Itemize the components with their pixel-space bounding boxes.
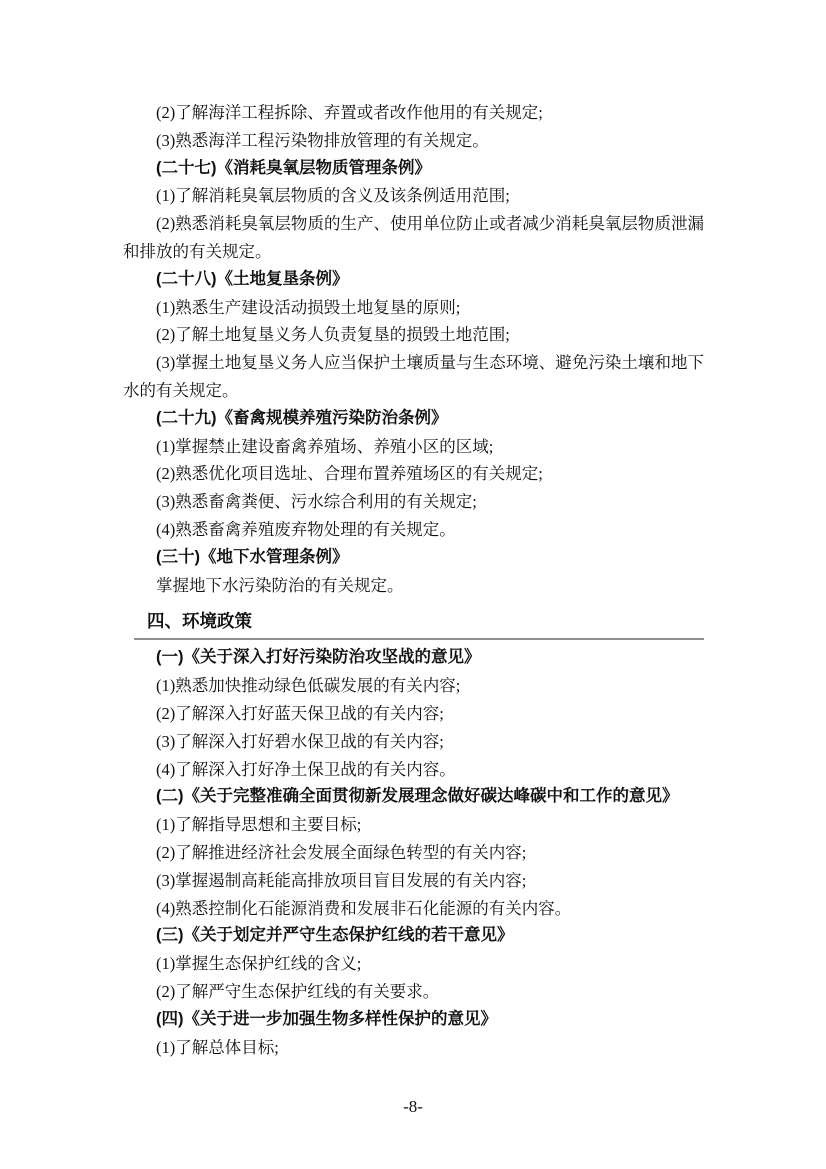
syllabus-item: (1)掌握生态保护红线的含义;: [156, 954, 362, 974]
subsection-title: (二十七)《消耗臭氧层物质管理条例》: [156, 158, 431, 177]
document-body: [123, 99, 704, 1061]
syllabus-item: (4)了解深入打好净土保卫战的有关内容。: [156, 759, 456, 779]
syllabus-item: (2)了解土地复垦义务人负责复垦的损毁土地范围;: [156, 325, 510, 345]
syllabus-item: 掌握地下水污染防治的有关规定。: [156, 575, 404, 595]
syllabus-item: (2)熟悉优化项目选址、合理布置养殖场区的有关规定;: [156, 464, 543, 484]
page-number: -8-: [403, 1097, 423, 1116]
syllabus-item: (2)了解海洋工程拆除、弃置或者改作他用的有关规定;: [156, 103, 543, 122]
syllabus-item: (2)熟悉消耗臭氧层物质的生产、使用单位防止或者减少消耗臭氧层物质泄漏和排放的有关规定。: [123, 214, 704, 261]
syllabus-item: (3)熟悉畜禽粪便、污水综合利用的有关规定;: [156, 492, 477, 512]
syllabus-item: (3)熟悉海洋工程污染物排放管理的有关规定。: [156, 130, 489, 150]
subsection-title: (二十九)《畜禽规模养殖污染防治条例》: [156, 408, 448, 427]
syllabus-item: (3)掌握遏制高耗能高排放项目盲目发展的有关内容;: [156, 870, 527, 890]
subsection-title: (一)《关于深入打好污染防治攻坚战的意见》: [156, 648, 481, 667]
syllabus-item: (1)了解总体目标;: [156, 1037, 279, 1057]
syllabus-item: (3)掌握土地复垦义务人应当保护土壤质量与生态环境、避免污染土壤和地下水的有关规定。: [123, 353, 704, 400]
syllabus-item: (1)了解消耗臭氧层物质的含义及该条例适用范围;: [156, 186, 510, 206]
syllabus-item: (4)熟悉控制化石能源消费和发展非石化能源的有关内容。: [156, 898, 572, 918]
syllabus-item: (2)了解深入打好蓝天保卫战的有关内容;: [156, 703, 444, 723]
syllabus-item: (3)了解深入打好碧水保卫战的有关内容;: [156, 731, 444, 751]
syllabus-item: (1)了解指导思想和主要目标;: [156, 815, 362, 835]
syllabus-item: (2)了解严守生态保护红线的有关要求。: [156, 981, 440, 1001]
syllabus-item: (4)熟悉畜禽养殖废弃物处理的有关规定。: [156, 519, 456, 539]
syllabus-item: (1)掌握禁止建设畜禽养殖场、养殖小区的区域;: [156, 436, 494, 456]
section-title: 四、环境政策: [134, 607, 704, 640]
subsection-title: (四)《关于进一步加强生物多样性保护的意见》: [156, 1009, 497, 1028]
subsection-title: (二)《关于完整准确全面贯彻新发展理念做好碳达峰碳中和工作的意见》: [156, 787, 679, 806]
syllabus-item: (1)熟悉加快推动绿色低碳发展的有关内容;: [156, 676, 461, 696]
syllabus-item: (2)了解推进经济社会发展全面绿色转型的有关内容;: [156, 842, 527, 862]
subsection-title: (三)《关于划定并严守生态保护红线的若干意见》: [156, 926, 514, 945]
subsection-title: (二十八)《土地复垦条例》: [156, 269, 349, 288]
subsection-title: (三十)《地下水管理条例》: [156, 547, 349, 566]
syllabus-item: (1)熟悉生产建设活动损毁土地复垦的原则;: [156, 297, 461, 317]
